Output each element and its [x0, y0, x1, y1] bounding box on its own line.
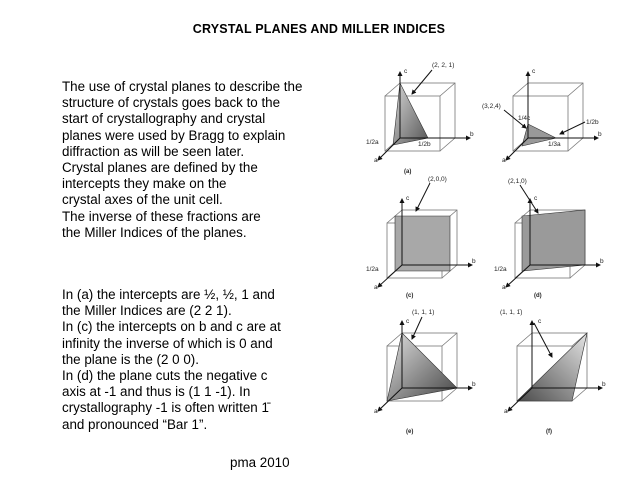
figure-d-210-plane	[490, 175, 615, 300]
figure-f-11bar1-plane	[490, 305, 615, 440]
figure-f-c-label: c	[538, 318, 542, 325]
figure-a-c-label: c	[404, 68, 408, 75]
figure-b-c-label: c	[532, 68, 536, 75]
figure-a-half-b-label: 1/2b	[418, 141, 431, 148]
figure-c-half-a-label: 1/2a	[366, 266, 379, 273]
text-line: the Miller Indices of the planes.	[62, 224, 247, 240]
figure-a-caption: (a)	[404, 169, 412, 175]
text-line: the Miller Indices are (2 2 1).	[62, 303, 232, 319]
text-line: crystal axes of the unit cell.	[62, 192, 223, 208]
figure-d-c-label: c	[534, 195, 538, 202]
text-line: Crystal planes are defined by the	[62, 160, 258, 176]
slide-title: CRYSTAL PLANES AND MILLER INDICES	[192, 22, 446, 36]
figure-a-b-label: b	[470, 131, 474, 138]
figure-d-caption: (d)	[534, 293, 542, 299]
figure-c-index: (2,0,0)	[428, 176, 447, 183]
figure-a-half-a-label: 1/2a	[366, 139, 379, 146]
figure-f-index: (1, 1, 1̄)	[500, 309, 523, 316]
figure-e-c-label: c	[406, 318, 410, 325]
figure-e-b-label: b	[472, 381, 476, 388]
text-line: infinity the inverse of which is 0 and	[62, 335, 273, 351]
figure-f-a-label: a	[504, 408, 508, 415]
figure-a-a-label: a	[374, 157, 378, 164]
figure-a-221-plane	[360, 58, 485, 178]
figure-b-a-label: a	[502, 157, 506, 164]
figure-b-half-b-label: 1/2b	[586, 119, 599, 126]
figure-e-caption: (e)	[406, 429, 414, 435]
author-credit: pma 2010	[230, 455, 290, 470]
examples-paragraph	[62, 287, 281, 433]
figure-d-a-label: a	[502, 284, 506, 291]
figure-f-b-label: b	[602, 381, 606, 388]
text-line: The inverse of these fractions are	[62, 208, 261, 224]
figure-b-b-label: b	[598, 131, 602, 138]
figure-e-111-plane	[360, 305, 485, 440]
text-line: planes were used by Bragg to explain	[62, 127, 286, 143]
figure-d-half-a-label: 1/2a	[494, 266, 507, 273]
figure-b-324-plane	[482, 58, 615, 178]
figure-c-a-label: a	[374, 284, 378, 291]
figure-b-quarter-c-label: 1/4c	[518, 115, 531, 122]
figure-b-third-a-label: 1/3a	[548, 141, 561, 148]
figure-f-caption: (f)	[546, 429, 552, 435]
figure-c-caption: (c)	[406, 293, 414, 299]
figure-d-index: (2,1,0)	[508, 178, 527, 185]
text-line: In (d) the plane cuts the negative c	[62, 368, 268, 384]
figure-d-b-label: b	[600, 258, 604, 265]
text-line: start of crystallography and crystal	[62, 111, 266, 127]
figure-c-b-label: b	[472, 258, 476, 265]
text-line: crystallography -1 is often written 1̄	[62, 400, 269, 416]
figure-b-index: (3,2,4)	[482, 103, 501, 110]
text-line: intercepts they make on the	[62, 176, 227, 192]
figure-a-index: (2, 2, 1)	[432, 62, 455, 69]
figure-c-c-label: c	[406, 195, 410, 202]
text-line: The use of crystal planes to describe the	[62, 79, 303, 94]
text-line: the plane is the (2 0 0).	[62, 351, 199, 367]
figure-e-index: (1, 1, 1)	[412, 309, 435, 316]
intro-paragraph	[62, 79, 302, 241]
text-line: diffraction as will be seen later.	[62, 143, 245, 159]
text-line: In (c) the intercepts on b and c are at	[62, 319, 281, 335]
text-line: axis at -1 and thus is (1 1 -1). In	[62, 384, 251, 400]
text-line: In (a) the intercepts are ½, ½, 1 and	[62, 287, 275, 302]
text-line: structure of crystals goes back to the	[62, 95, 281, 111]
figure-c-200-plane	[360, 175, 485, 300]
figure-e-a-label: a	[374, 408, 378, 415]
text-line: and pronounced “Bar 1”.	[62, 416, 208, 432]
